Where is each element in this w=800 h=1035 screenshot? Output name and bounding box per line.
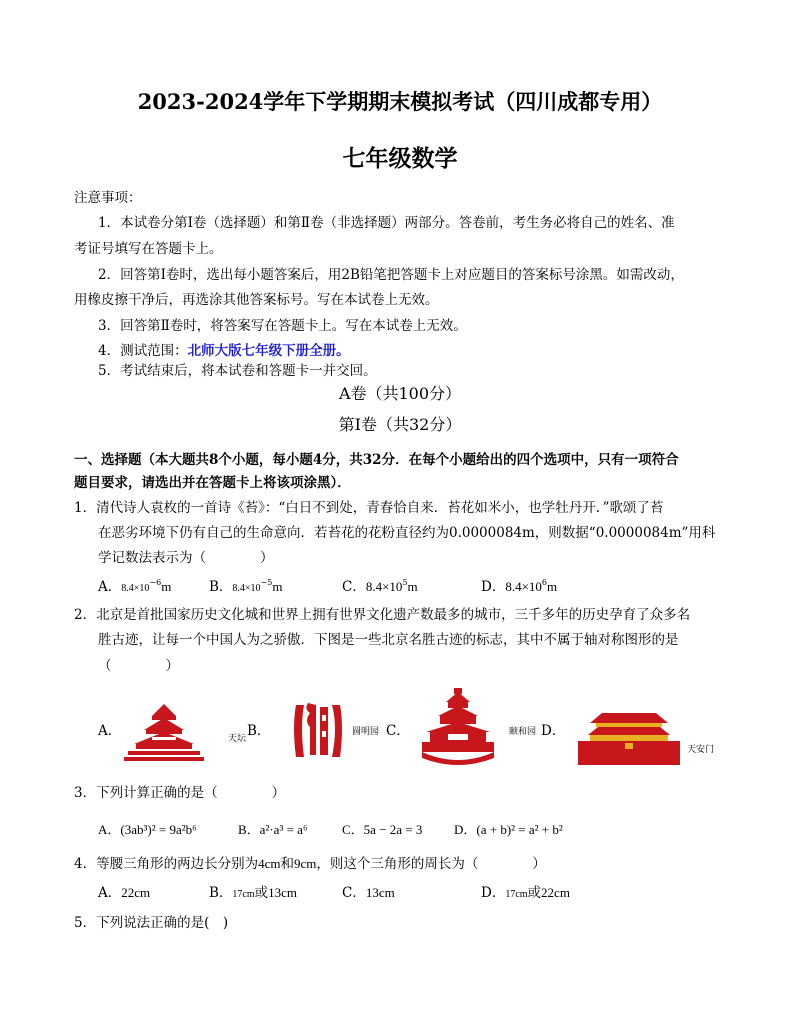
test-scope: 北师大版七年级下册全册。: [187, 343, 350, 359]
q4-stem-mid: 和: [280, 856, 294, 872]
q1-option-b-base: 8.4×10: [232, 583, 261, 594]
q1-option-c[interactable]: [342, 578, 418, 596]
q2-option-c-label[interactable]: C．: [386, 723, 410, 739]
q2-caption-a: 天坛: [228, 734, 247, 744]
q3-option-d-expr: (a + b)² = a² + b²: [476, 822, 563, 837]
q5-stem: 5．下列说法正确的是( ): [74, 915, 229, 931]
note-2a: 2．回答第Ⅰ卷时，选出每小题答案后，用2B铅笔把答题卡上对应题目的答案标号涂黑。如需改动，: [98, 267, 684, 283]
note-4: [98, 342, 350, 360]
q1-option-b-unit: m: [272, 579, 283, 594]
q2-stem-c: （ ）: [98, 658, 179, 674]
q3-option-a-label: A．: [98, 822, 121, 837]
q1-option-d-exp: 6: [541, 578, 548, 587]
q4-option-a-label: A．: [98, 885, 122, 901]
q1-option-c-exp: 5: [402, 578, 408, 587]
q4-option-d-value-1: 17cm: [505, 889, 528, 900]
q1-option-d[interactable]: [481, 578, 557, 596]
exam-subject: 七年级数学: [342, 145, 458, 172]
q2-option-b-label[interactable]: B．: [247, 723, 271, 739]
q1-option-c-base: 8.4×10: [365, 579, 403, 594]
q1-option-a-exp: −6: [149, 578, 162, 587]
q3-option-a-expr: (3ab³)² = 9a²b⁶: [120, 822, 197, 837]
q2-caption-c: 颐和园: [509, 727, 537, 737]
q2-option-d-label[interactable]: D．: [541, 723, 566, 739]
note-2b: 用橡皮擦干净后，再选涂其他答案标号。写在本试卷上无效。: [74, 292, 439, 308]
q1-option-b-label: B．: [209, 579, 233, 595]
note-1b: 考证号填写在答题卡上。: [74, 241, 223, 257]
q3-option-a[interactable]: [98, 821, 197, 839]
note-1a: 1．本试卷分第Ⅰ卷（选择题）和第Ⅱ卷（非选择题）两部分。答卷前，考生务必将自己的姓名、准: [98, 215, 675, 231]
q3-stem: 3．下列计算正确的是（ ）: [74, 785, 286, 801]
q4-side-1: 4cm: [258, 856, 281, 871]
q4-option-d-label: D．: [481, 885, 506, 901]
q3-option-c-label: C．: [342, 822, 364, 837]
q4-stem: [74, 855, 546, 873]
q4-option-b[interactable]: [209, 884, 297, 904]
q3-option-b-expr: a²·a³ = a⁶: [259, 822, 308, 837]
q2-stem-b: 胜古迹，让每一个中国人为之骄傲．下图是一些北京名胜古迹的标志，其中不属于轴对称图形的是: [98, 632, 679, 648]
q3-option-d[interactable]: [454, 821, 563, 839]
q2-stem-a: 2．北京是首批国家历史文化城和世界上拥有世界文化遗产数最多的城市，三千多年的历史孕育了众多名: [74, 607, 691, 623]
q4-option-c[interactable]: [342, 884, 395, 902]
q4-option-b-label: B．: [209, 885, 233, 901]
q1-option-a-label: A．: [98, 579, 122, 595]
q1-option-b[interactable]: [209, 578, 282, 598]
q4-option-c-value: 13cm: [365, 885, 395, 900]
q2-caption-b: 圆明园: [352, 727, 380, 737]
temple-of-heaven-logo[interactable]: [122, 702, 206, 764]
q4-side-2: 9cm: [293, 856, 317, 871]
q1-option-d-base: 8.4×10: [505, 579, 542, 594]
q1-stem-b: 在恶劣环境下仍有自己的生命意向．若苔花的花粉直径约为0.0000084m，则数据“0.0000084m”用科: [98, 525, 716, 541]
q1-option-c-label: C．: [342, 579, 366, 595]
old-summer-palace-logo[interactable]: [284, 697, 350, 763]
q1-option-a-base: 8.4×10: [121, 583, 150, 594]
q1-option-b-exp: −5: [260, 578, 273, 587]
q2-option-a-label[interactable]: A．: [98, 723, 122, 739]
q4-option-b-value-2: 13cm: [268, 885, 298, 900]
note-5: 5．考试结束后，将本试卷和答题卡一并交回。: [98, 363, 377, 379]
q4-option-b-value-1: 17cm: [232, 889, 255, 900]
q4-option-a-value: 22cm: [121, 885, 151, 900]
q3-option-d-label: D．: [454, 822, 477, 837]
summer-palace-logo[interactable]: [418, 686, 498, 766]
note-4-prefix: 4．测试范围：: [98, 343, 188, 359]
q2-caption-d: 天安门: [687, 745, 715, 755]
q3-option-c-expr: 5a − 2a = 3: [363, 822, 423, 837]
q1-stem-c: 学记数法表示为（ ）: [98, 550, 274, 566]
q4-stem-pre: 4．等腰三角形的两边长分别为: [74, 856, 259, 872]
q4-option-a[interactable]: [98, 884, 150, 902]
q3-option-b[interactable]: [238, 821, 307, 839]
q4-option-d[interactable]: [481, 884, 570, 904]
q4-option-b-or: 或: [254, 885, 269, 901]
q4-stem-post: ，则这个三角形的周长为（ ）: [316, 856, 546, 872]
tiananmen-logo[interactable]: [576, 709, 682, 765]
notes-heading: 注意事项：: [74, 190, 142, 206]
q3-option-b-label: B．: [238, 822, 260, 837]
q1-option-a-unit: m: [161, 579, 172, 594]
q1-option-c-unit: m: [407, 579, 418, 594]
part-1-heading-b: 题目要求，请选出并在答题卡上将该项涂黑）．: [74, 475, 351, 491]
q1-option-d-unit: m: [547, 579, 558, 594]
q1-stem-a: 1．清代诗人袁枚的一首诗《苔》：“白日不到处，青春恰自来．苔花如米小，也学牡丹开．”歌颂了苔: [74, 500, 664, 516]
q3-option-c[interactable]: [342, 821, 422, 839]
part-1-heading-a: 一、选择题（本大题共8个小题，每小题4分，共32分．在每个小题给出的四个选项中，只有一项符合: [74, 452, 679, 468]
q1-option-d-label: D．: [481, 579, 506, 595]
section-volume-1: 第Ⅰ卷（共32分）: [338, 415, 462, 434]
note-3: 3．回答第Ⅱ卷时，将答案写在答题卡上。写在本试卷上无效。: [98, 318, 467, 334]
q4-option-d-or: 或: [527, 885, 542, 901]
q1-option-a[interactable]: [98, 578, 171, 598]
q4-option-c-label: C．: [342, 885, 366, 901]
section-a-volume: A卷（共100分）: [338, 384, 462, 403]
q4-option-d-value-2: 22cm: [541, 885, 570, 900]
exam-title: 2023-2024学年下学期期末模拟考试（四川成都专用）: [137, 89, 663, 114]
